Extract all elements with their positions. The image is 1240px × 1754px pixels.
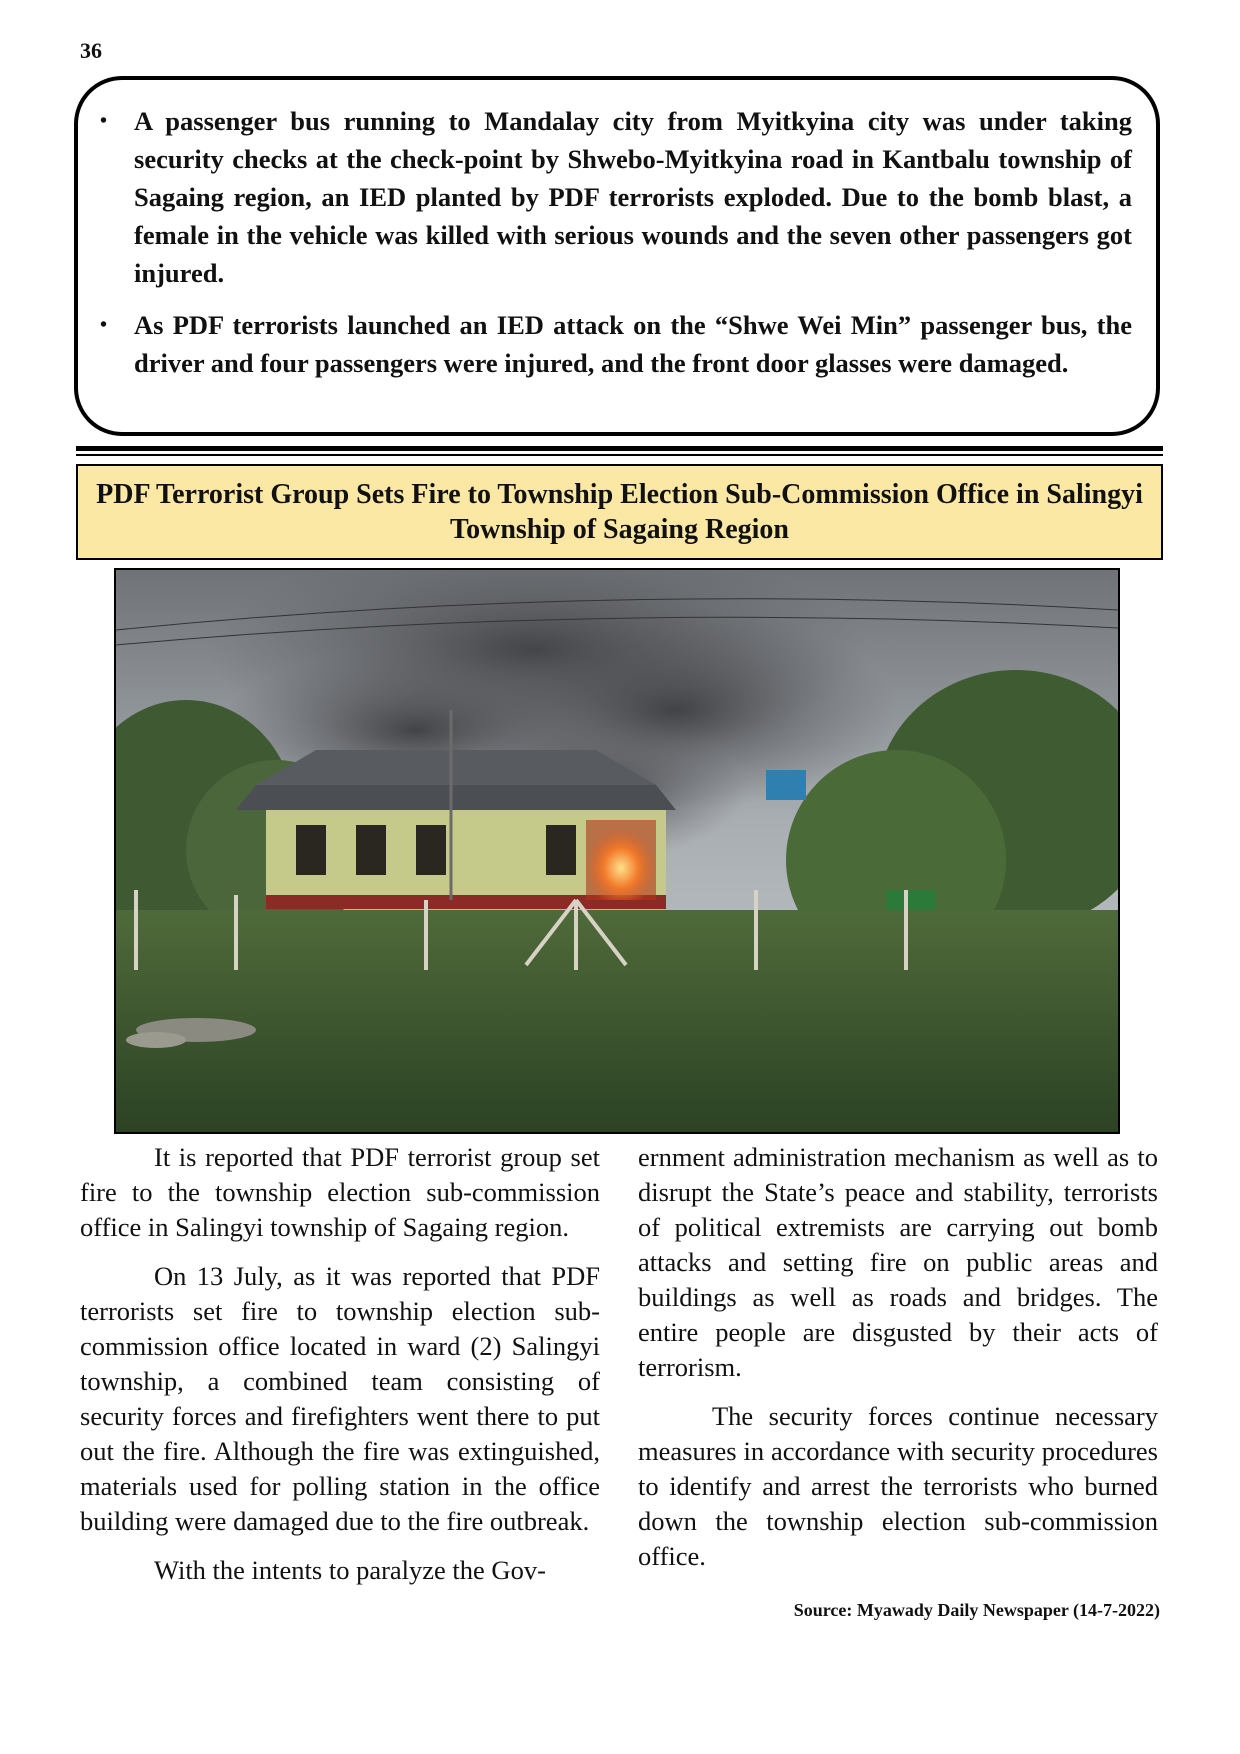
body-paragraph: With the intents to paralyze the Gov- <box>154 1555 546 1585</box>
section-divider <box>76 446 1163 451</box>
body-paragraph: ernment administration mechanism as well as to disrupt the State’s peace and stability, terrorists of political extremists are carrying out bomb attacks and setting fire on public areas and buildings as well as roads and bridges. The entire people are disgusted by their acts of terrorism. <box>638 1142 1158 1382</box>
burning-office-photo <box>114 568 1120 1134</box>
bullet-item <box>100 102 1132 292</box>
body-column-right <box>638 1140 1158 1588</box>
article-headline: PDF Terrorist Group Sets Fire to Township Election Sub-Commission Office in Salingyi Township of Sagaing Region <box>76 464 1163 560</box>
body-paragraph: The security forces continue necessary measures in accordance with security procedures to identify and arrest the terrorists who burned down the township election sub-commission office. <box>638 1401 1158 1571</box>
incident-bullet-list <box>78 80 1156 382</box>
bullet-dot-icon: • <box>100 110 108 132</box>
source-citation: Source: Myawady Daily Newspaper (14-7-2022) <box>793 1600 1160 1620</box>
incident-bullet-box <box>74 76 1160 436</box>
section-divider-thin <box>76 454 1163 456</box>
body-paragraph: On 13 July, as it was reported that PDF terrorists set fire to township election sub-commission office located in ward (2) Salingyi township, a combined team consisting of security forces and firefighters went there to put out the fire. Although the fire was extinguished, materials used for polling station in the office building were damaged due to the fire outbreak. <box>80 1261 600 1536</box>
bullet-text: A passenger bus running to Mandalay city from Myitkyina city was under taking security checks at the check-point by Shwebo-Myitkyina road in Kantbalu township of Sagaing region, an IED planted by PDF terrorists exploded. Due to the bomb blast, a female in the vehicle was killed with serious wounds and the seven other passengers got injured. <box>134 106 1132 288</box>
body-paragraph: It is reported that PDF terrorist group set fire to the township election sub-commission office in Salingyi township of Sagaing region. <box>80 1142 600 1242</box>
bullet-dot-icon: • <box>100 314 108 336</box>
page-number: 36 <box>80 38 102 63</box>
bullet-text: As PDF terrorists launched an IED attack on the “Shwe Wei Min” passenger bus, the driver and four passengers were injured, and the front door glasses were damaged. <box>134 310 1132 378</box>
body-column-left <box>80 1140 600 1602</box>
bullet-item <box>100 306 1132 382</box>
